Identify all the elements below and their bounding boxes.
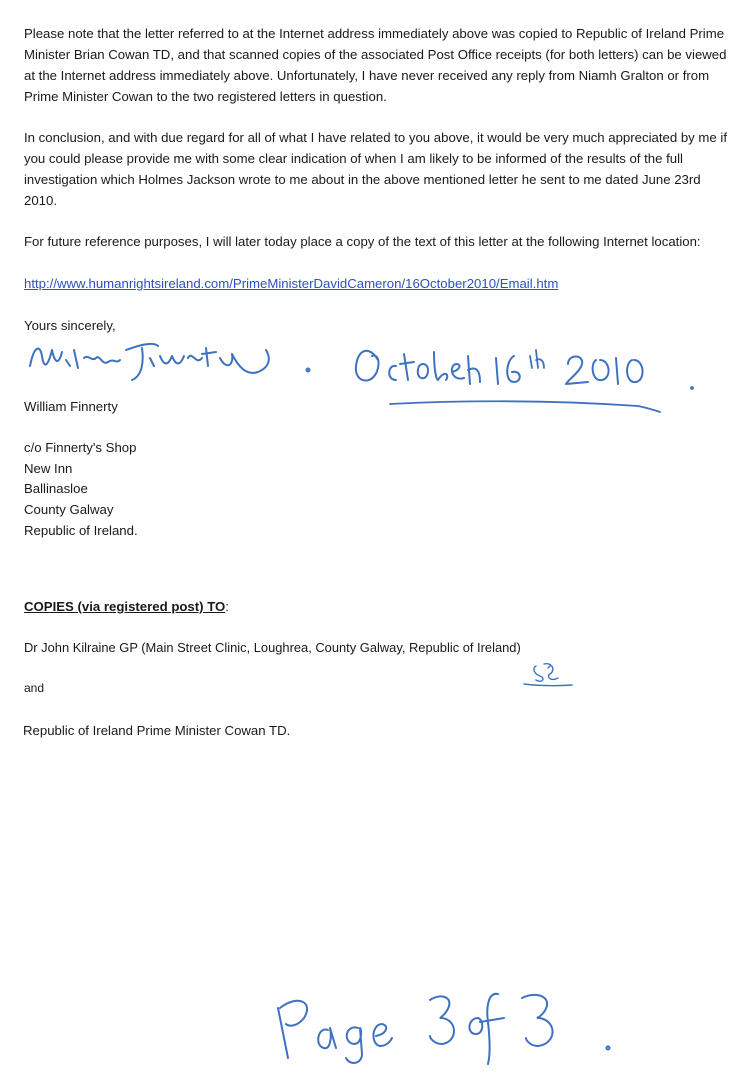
address-line: Ballinasloe (24, 481, 88, 496)
handwritten-initials (520, 658, 580, 692)
signatory-name: William Finnerty (24, 399, 118, 414)
paragraph-copied-letter: Please note that the letter referred to at the Internet address immediately above was copied to Republic of Ireland Prime Minister Brian Cowan TD, and that scanned copies of the associated Post Office receipts (for both letters) can be viewed at the Internet address immediately above. Unfortunately, I have never received any reply from Niamh Gralton or from Prime Minister Cowan to the two registered letters in question. (24, 26, 727, 104)
copies-heading-colon: : (225, 599, 229, 614)
internet-location-link[interactable]: http://www.humanrightsireland.com/PrimeMinisterDavidCameron/16October2010/Email.htm (24, 276, 559, 291)
copy-recipient-doctor: Dr John Kilraine GP (Main Street Clinic, Loughrea, County Galway, Republic of Ireland) (24, 640, 521, 655)
paragraph-conclusion: In conclusion, and with due regard for all of what I have related to you above, it would be very much appreciated by me if you could please provide me with some clear indication of when I am likely to be informed of the results of the full investigation which Holmes Jackson wrote to me about in the above mentioned letter he sent to me dated June 23rd 2010. (24, 130, 728, 208)
copies-heading (24, 596, 229, 617)
paragraph-future-reference: For future reference purposes, I will later today place a copy of the text of this letter at the following Internet location: (24, 234, 701, 249)
handwritten-date (300, 340, 700, 430)
address-line: Republic of Ireland. (24, 523, 138, 538)
handwritten-signature (26, 336, 276, 386)
address-line: New Inn (24, 461, 73, 476)
closing-salutation: Yours sincerely, (24, 318, 116, 333)
copy-recipient-prime-minister: Republic of Ireland Prime Minister Cowan TD. (23, 723, 291, 738)
and-connector: and (24, 681, 45, 695)
copies-heading-text: COPIES (via registered post) TO (24, 599, 226, 614)
address-line: County Galway (24, 502, 114, 517)
address-line: c/o Finnerty's Shop (24, 440, 137, 455)
handwritten-page-number (258, 978, 618, 1068)
